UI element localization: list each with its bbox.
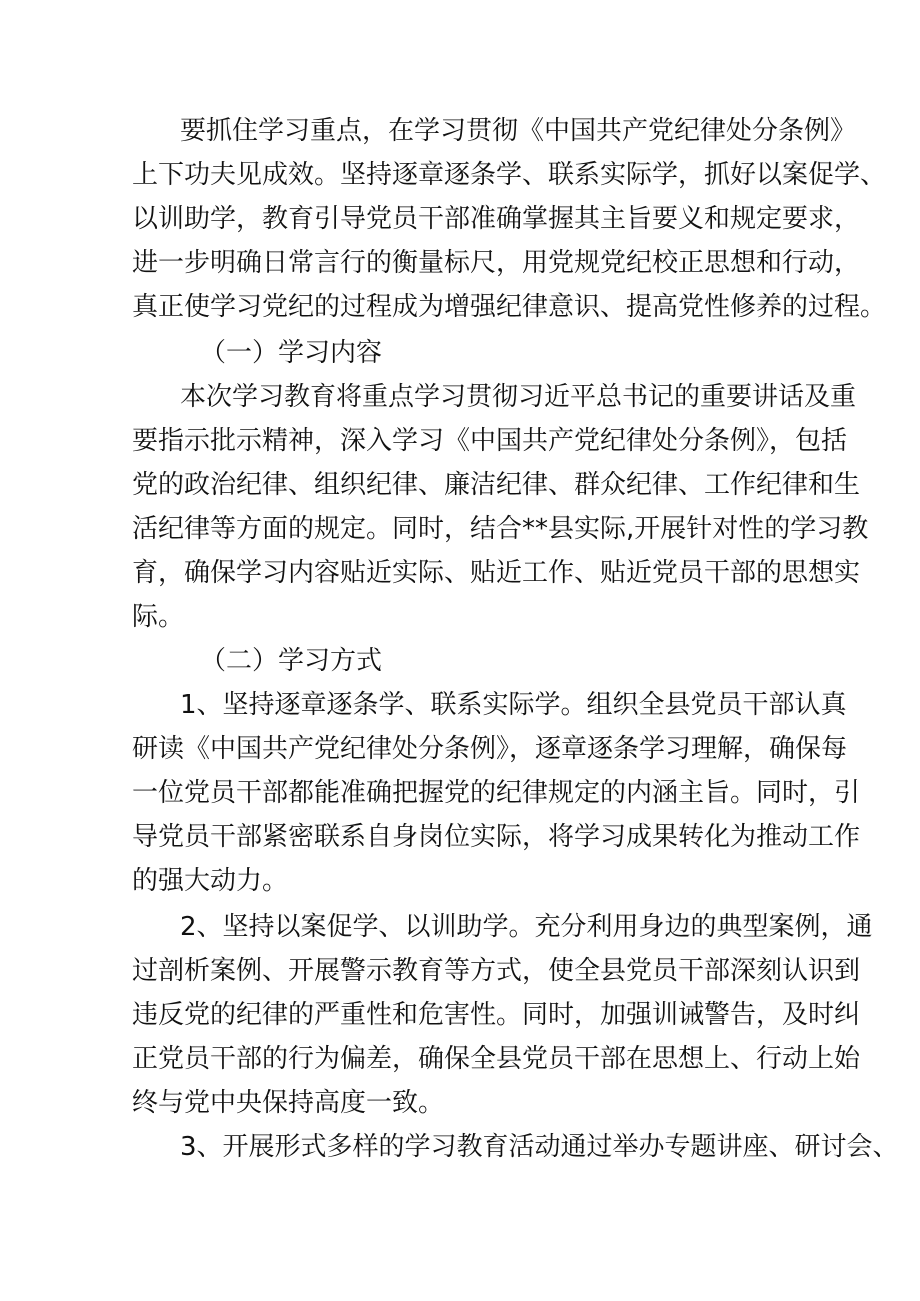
- paragraph-line: 活纪律等方面的规定。同时，结合**县实际,开展针对性的学习教: [132, 514, 869, 544]
- paragraph-line: 以训助学，教育引导党员干部准确掌握其主旨要义和规定要求，: [132, 204, 861, 234]
- paragraph-line: 正党员干部的行为偏差，确保全县党员干部在思想上、行动上始: [132, 1044, 861, 1074]
- paragraph-line: 要抓住学习重点，在学习贯彻《中国共产党纪律处分条例》: [180, 116, 857, 146]
- paragraph-line: 的强大动力。: [132, 866, 289, 896]
- paragraph-line: 一位党员干部都能准确把握党的纪律规定的内涵主旨。同时，引: [132, 778, 861, 808]
- paragraph-line: 要指示批示精神，深入学习《中国共产党纪律处分条例》，包括: [132, 426, 848, 456]
- paragraph-line: 2、坚持以案促学、以训助学。充分利用身边的典型案例，通: [180, 912, 873, 942]
- paragraph-line: 违反党的纪律的严重性和危害性。同时，加强训诫警告，及时纠: [132, 1000, 861, 1030]
- paragraph-line: 进一步明确日常言行的衡量标尺，用党规党纪校正思想和行动，: [132, 248, 861, 278]
- paragraph-line: 党的政治纪律、组织纪律、廉洁纪律、群众纪律、工作纪律和生: [132, 470, 861, 500]
- paragraph-line: 本次学习教育将重点学习贯彻习近平总书记的重要讲话及重: [180, 382, 857, 412]
- paragraph-line: 3、开展形式多样的学习教育活动通过举办专题讲座、研讨会、: [180, 1132, 899, 1162]
- paragraph-line: 上下功夫见成效。坚持逐章逐条学、联系实际学，抓好以案促学、: [132, 160, 887, 190]
- paragraph-line: 研读《中国共产党纪律处分条例》，逐章逐条学习理解，确保每: [132, 734, 848, 764]
- paragraph-line: 1、坚持逐章逐条学、联系实际学。组织全县党员干部认真: [180, 690, 847, 720]
- paragraph-line: 育，确保学习内容贴近实际、贴近工作、贴近党员干部的思想实: [132, 558, 861, 588]
- paragraph-line: 终与党中央保持高度一致。: [132, 1088, 445, 1118]
- paragraph-line: 过剖析案例、开展警示教育等方式，使全县党员干部深刻认识到: [132, 956, 861, 986]
- paragraph-line: 际。: [132, 602, 185, 632]
- section-heading: （一）学习内容: [200, 338, 383, 368]
- section-heading: （二）学习方式: [200, 646, 383, 676]
- paragraph-line: 导党员干部紧密联系自身岗位实际，将学习成果转化为推动工作: [132, 822, 861, 852]
- paragraph-line: 真正使学习党纪的过程成为增强纪律意识、提高党性修养的过程。: [132, 292, 887, 322]
